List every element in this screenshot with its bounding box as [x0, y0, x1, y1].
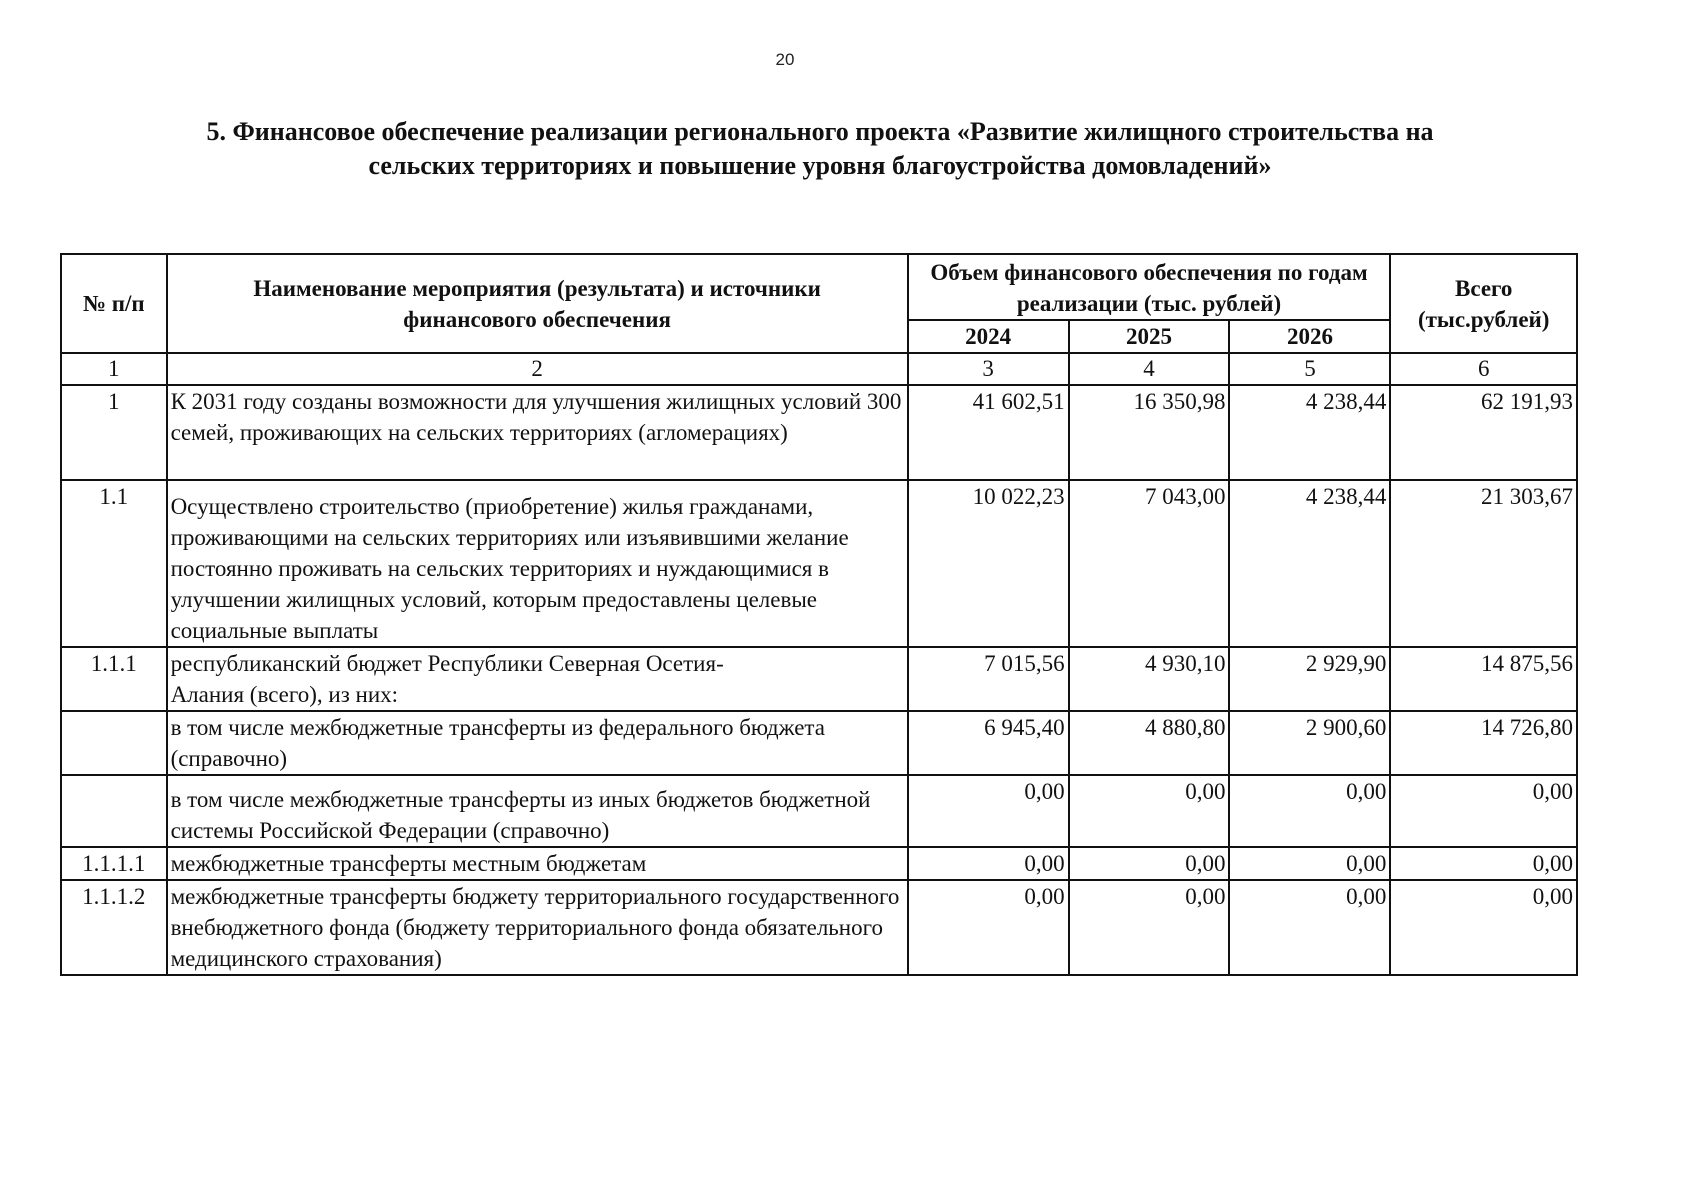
- row-name: Осуществлено строительство (приобретение) жилья гражданами, проживающими на сельских территориях или изъявившими желание постоянно проживать на сельских территориях и нуждающимися в улучшении жилищных условий, которым предоставлены целевые социальные выплаты: [167, 480, 908, 647]
- row-value-2024: 0,00: [908, 880, 1069, 975]
- row-value-2024: 0,00: [908, 847, 1069, 880]
- header-num: № п/п: [61, 254, 167, 353]
- row-value-2025: 0,00: [1069, 775, 1230, 847]
- row-value-2026: 0,00: [1229, 775, 1390, 847]
- row-total: 14 726,80: [1390, 711, 1577, 775]
- header-name: Наименование мероприятия (результата) и источники финансового обеспечения: [167, 254, 908, 353]
- financing-table: [60, 253, 1578, 976]
- row-total: 0,00: [1390, 775, 1577, 847]
- row-value-2026: 0,00: [1229, 847, 1390, 880]
- row-value-2025: 7 043,00: [1069, 480, 1230, 647]
- row-name: в том числе межбюджетные трансферты из иных бюджетов бюджетной системы Российской Федерации (справочно): [167, 775, 908, 847]
- row-value-2025: 4 930,10: [1069, 647, 1230, 711]
- row-value-2026: 4 238,44: [1229, 385, 1390, 480]
- header-total: Всего (тыс.рублей): [1390, 254, 1577, 353]
- table-row: [61, 385, 1577, 480]
- table-row: [61, 711, 1577, 775]
- row-total: 62 191,93: [1390, 385, 1577, 480]
- row-value-2024: 0,00: [908, 775, 1069, 847]
- table-row: [61, 775, 1577, 847]
- row-number: 1.1.1.2: [61, 880, 167, 975]
- page-title-line-2: сельских территориях и повышение уровня благоустройства домовладений»: [368, 151, 1272, 180]
- column-index: 4: [1069, 353, 1230, 385]
- row-number: 1.1.1.1: [61, 847, 167, 880]
- table-row: [61, 647, 1577, 711]
- row-number: 1.1: [61, 480, 167, 647]
- row-name: К 2031 году созданы возможности для улучшения жилищных условий 300 семей, проживающих на сельских территориях (агломерациях): [167, 385, 908, 480]
- column-index: 6: [1390, 353, 1577, 385]
- row-value-2025: 0,00: [1069, 880, 1230, 975]
- row-name: межбюджетные трансферты бюджету территориального государственного внебюджетного фонда (бюджету территориального фонда обязательного медицинского страхования): [167, 880, 908, 975]
- header-year-2026: 2026: [1229, 320, 1390, 353]
- table-row: [61, 480, 1577, 647]
- column-index: 1: [61, 353, 167, 385]
- row-total: 0,00: [1390, 880, 1577, 975]
- row-name: в том числе межбюджетные трансферты из федерального бюджета (справочно): [167, 711, 908, 775]
- row-name: республиканский бюджет Республики Северная Осетия-Алания (всего), из них:: [167, 647, 908, 711]
- column-index: 3: [908, 353, 1069, 385]
- row-total: 21 303,67: [1390, 480, 1577, 647]
- page-title-line-1: 5. Финансовое обеспечение реализации регионального проекта «Развитие жилищного строительства на: [206, 117, 1434, 146]
- row-number: [61, 775, 167, 847]
- page-title: [60, 115, 1580, 183]
- row-value-2026: 0,00: [1229, 880, 1390, 975]
- column-index: 2: [167, 353, 908, 385]
- row-number: 1: [61, 385, 167, 480]
- row-value-2024: 6 945,40: [908, 711, 1069, 775]
- row-value-2026: 2 900,60: [1229, 711, 1390, 775]
- row-value-2025: 0,00: [1069, 847, 1230, 880]
- table-row: [61, 847, 1577, 880]
- row-number: 1.1.1: [61, 647, 167, 711]
- row-value-2024: 7 015,56: [908, 647, 1069, 711]
- row-value-2026: 4 238,44: [1229, 480, 1390, 647]
- row-total: 14 875,56: [1390, 647, 1577, 711]
- column-index: 5: [1229, 353, 1390, 385]
- page-number: 20: [775, 50, 795, 69]
- row-name: межбюджетные трансферты местным бюджетам: [167, 847, 908, 880]
- table-row: [61, 880, 1577, 975]
- header-year-2025: 2025: [1069, 320, 1230, 353]
- row-value-2024: 41 602,51: [908, 385, 1069, 480]
- header-year-2024: 2024: [908, 320, 1069, 353]
- row-number: [61, 711, 167, 775]
- row-value-2025: 4 880,80: [1069, 711, 1230, 775]
- column-index-row: [61, 353, 1577, 385]
- header-funding-by-year: Объем финансового обеспечения по годам реализации (тыс. рублей): [908, 254, 1391, 320]
- row-value-2026: 2 929,90: [1229, 647, 1390, 711]
- row-value-2024: 10 022,23: [908, 480, 1069, 647]
- row-value-2025: 16 350,98: [1069, 385, 1230, 480]
- row-total: 0,00: [1390, 847, 1577, 880]
